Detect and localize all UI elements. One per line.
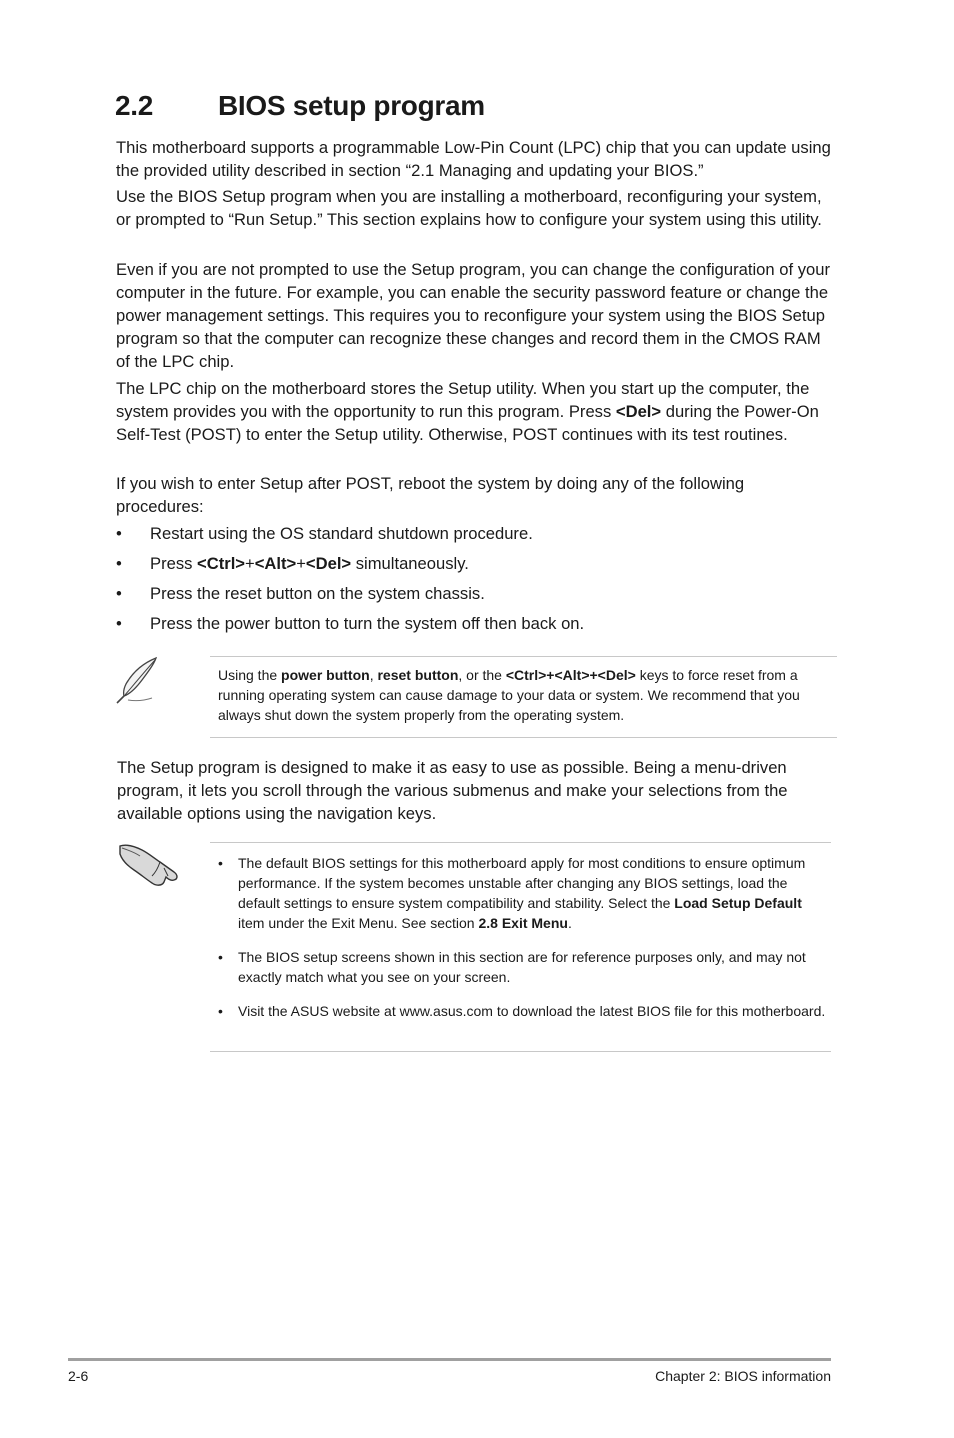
del-key: <Del> [615,402,662,421]
section-number: 2.2 [115,90,154,121]
note-warning [210,656,837,738]
footer-divider [68,1358,831,1361]
note-tips [210,842,831,1052]
section-title: BIOS setup program [218,90,485,121]
note-text: Using the power button, reset button, or the <Ctrl>+<Alt>+<Del> keys to force reset from a running operating system can cause damage to your data or system. We recommend that you always shut down the system properly from the operating system. [218,667,800,723]
page-number: 2-6 [68,1368,89,1384]
paragraph-configuration: Even if you are not prompted to use the Setup program, you can change the configuration of your computer in the future. For example, you can enable the security password feature or change the power management settings. This requires you to reconfigure your system using the BIOS Setup program so that the computer can recognize these changes and record them in the CMOS RAM of the LPC chip. [116,260,830,371]
list-item: • The BIOS setup screens shown in this section are for reference purposes only, and may not exactly match what you see on your screen. [218,949,806,985]
list-item: • Press the reset button on the system chassis. [116,584,485,603]
section-heading [115,90,485,122]
list-item: • Restart using the OS standard shutdown procedure. [116,524,533,543]
list-item: • Press <Ctrl>+<Alt>+<Del> simultaneously. [116,554,469,573]
paragraph-intro: This motherboard supports a programmable Low-Pin Count (LPC) chip that you can update using the provided utility described in section “2.1 Managing and updating your BIOS.” [116,138,831,180]
paragraph-setup-program: The Setup program is designed to make it as easy to use as possible. Being a menu-driven program, it lets you scroll through the various submenus and make your selections from the available options using the navigation keys. [117,758,788,823]
feather-pen-icon [112,654,164,706]
paragraph-lpc-chip: The LPC chip on the motherboard stores the Setup utility. When you start up the computer, the system provides you with the opportunity to run this program. Press <Del> during the Power-On Self-Test (POST) to enter the Setup utility. Otherwise, POST continues with its test routines. [116,379,819,444]
paragraph-usage: Use the BIOS Setup program when you are installing a motherboard, reconfiguring your system, or prompted to “Run Setup.” This section explains how to configure your system using this utility. [116,187,822,229]
chapter-title: Chapter 2: BIOS information [655,1368,831,1384]
pointing-hand-icon [116,838,182,890]
list-item: • Visit the ASUS website at www.asus.com to download the latest BIOS file for this motherboard. [218,1003,826,1019]
list-item: • The default BIOS settings for this motherboard apply for most conditions to ensure optimum performance. If the system becomes unstable after changing any BIOS settings, load the default settings to ensure system compatibility and stability. Select the Load Setup Default item under the Exit Menu. See section 2.8 Exit Menu. [218,855,806,931]
tips-list [210,843,831,1021]
paragraph-enter-setup: If you wish to enter Setup after POST, reboot the system by doing any of the following procedures: [116,474,745,516]
procedure-list [116,522,836,642]
list-item: • Press the power button to turn the system off then back on. [116,614,585,633]
